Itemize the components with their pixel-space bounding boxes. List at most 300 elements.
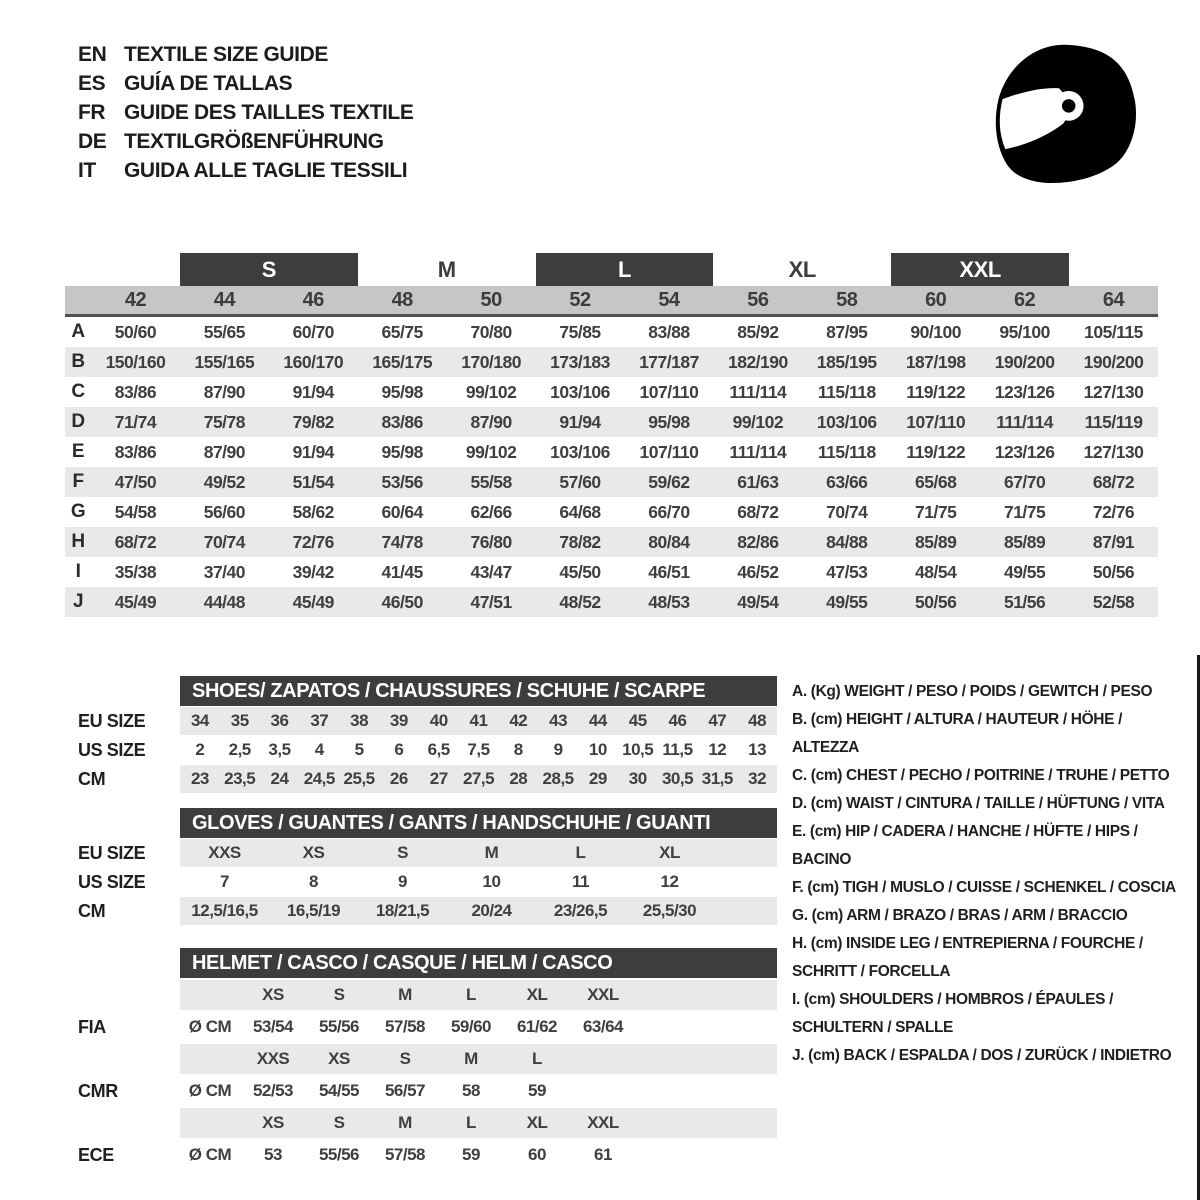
size-value-cell: 47/51 (470, 591, 512, 612)
helmet-value-cell: 59/60 (450, 1017, 492, 1036)
size-value-cell: 127/130 (1083, 381, 1144, 402)
size-value-cell: 82/86 (737, 531, 779, 552)
row-label-spacer (65, 286, 91, 314)
shoes-size-table (65, 676, 780, 793)
shoes-value-cell: 46 (668, 711, 687, 730)
table-row (65, 557, 1158, 587)
shoes-value-cell: 43 (549, 711, 568, 730)
legend-item: B. (cm) HEIGHT / ALTURA / HAUTEUR / HÖHE / ALTEZZA (792, 711, 1123, 756)
size-value-cell: 119/122 (906, 441, 966, 462)
gloves-row-values (180, 868, 777, 896)
size-value-cell: 99/102 (465, 381, 517, 402)
size-value-cell: 61/63 (737, 471, 779, 492)
shoes-row-values (180, 736, 777, 764)
measurement-legend (792, 678, 1190, 1070)
helmet-size-label: S (399, 1049, 411, 1068)
shoes-row-values (180, 707, 777, 735)
size-value-cell: 78/82 (559, 531, 601, 552)
size-value-cell: 83/86 (381, 411, 423, 432)
size-group-xxl: XXL (891, 253, 1069, 286)
row-letter: D (71, 411, 85, 432)
size-value-cell: 75/78 (203, 411, 246, 432)
size-value-cell: 170/180 (461, 351, 521, 372)
size-value-cell: 173/183 (550, 351, 610, 372)
shoes-row-values (180, 765, 777, 793)
gloves-value-cell: 16,5/19 (286, 901, 341, 920)
language-code: IT (78, 159, 96, 182)
gloves-row-label: CM (78, 900, 106, 921)
shoes-value-cell: 42 (509, 711, 528, 730)
gloves-value-cell: 25,5/30 (642, 901, 697, 920)
helmet-size-label: XXS (256, 1049, 290, 1068)
size-value-cell: 65/68 (915, 471, 957, 492)
helmet-size-label: L (466, 1113, 476, 1132)
helmet-size-labels (180, 1108, 777, 1138)
gloves-value-cell: M (484, 843, 499, 862)
size-value-cell: 177/187 (639, 351, 699, 372)
row-letter: B (71, 351, 85, 372)
size-value-cell: 50/56 (1092, 561, 1135, 582)
gloves-value-cell: S (397, 843, 408, 862)
legend-item: A. (Kg) WEIGHT / PESO / POIDS / GEWITCH / PESO (792, 683, 1153, 700)
shoes-value-cell: 5 (354, 740, 364, 759)
size-value-cell: 119/122 (906, 381, 966, 402)
gloves-row-values (180, 897, 777, 925)
legend-item: G. (cm) ARM / BRAZO / BRAS / ARM / BRACCIO (792, 907, 1128, 924)
size-value-cell: 43/47 (470, 561, 512, 582)
shoes-value-cell: 36 (270, 711, 289, 730)
size-value-cell: 123/126 (994, 441, 1055, 462)
language-title: TEXTILE SIZE GUIDE (124, 43, 328, 66)
language-code: FR (78, 101, 106, 124)
size-value-cell: 83/86 (114, 381, 157, 402)
helmet-size-band (65, 980, 780, 1010)
size-number: 62 (1013, 288, 1036, 311)
size-value-cell: 59/62 (648, 471, 690, 492)
gloves-value-cell: XL (659, 843, 680, 862)
size-value-cell: 99/102 (465, 441, 517, 462)
size-value-cell: 35/38 (114, 561, 157, 582)
size-value-cell: 45/49 (292, 591, 334, 612)
size-number: 48 (391, 288, 413, 311)
helmet-size-label: S (333, 985, 345, 1004)
size-number: 46 (302, 288, 324, 311)
size-value-cell: 107/110 (906, 411, 966, 432)
gloves-title-bar: GLOVES / GUANTES / GANTS / HANDSCHUHE / GUANTI (180, 808, 777, 838)
helmet-size-band (65, 1044, 780, 1074)
gloves-value-cell: 8 (309, 872, 318, 891)
language-code: EN (78, 43, 107, 66)
size-group-l: L (536, 253, 714, 286)
helmet-value-cell: 56/57 (384, 1081, 426, 1100)
helmet-size-label: XL (526, 985, 548, 1004)
helmet-value-cell: 61 (594, 1145, 612, 1164)
size-value-cell: 60/64 (381, 501, 423, 522)
size-value-cell: 85/89 (915, 531, 957, 552)
diameter-unit-label: Ø CM (188, 1145, 232, 1164)
size-value-cell: 95/98 (381, 381, 423, 402)
row-letter: J (72, 591, 84, 612)
helmet-size-label: XL (526, 1113, 548, 1132)
table-row (65, 467, 1158, 497)
size-group-header-row (65, 253, 1158, 286)
helmet-rows (65, 980, 780, 1170)
diameter-unit-label: Ø CM (188, 1017, 232, 1036)
size-value-cell: 58/62 (292, 501, 334, 522)
table-row (65, 587, 1158, 617)
size-value-cell: 87/91 (1092, 531, 1135, 552)
size-value-cell: 165/175 (372, 351, 433, 372)
language-title: GUÍA DE TALLAS (124, 72, 293, 95)
size-number: 42 (124, 288, 147, 311)
size-value-cell: 127/130 (1083, 441, 1144, 462)
size-value-cell: 47/50 (114, 471, 157, 492)
size-value-cell: 48/54 (915, 561, 957, 582)
helmet-value-cell: 59 (462, 1145, 480, 1164)
language-list (78, 40, 413, 185)
row-letter: C (71, 381, 85, 402)
helmet-band-spacer (65, 1108, 180, 1138)
helmet-size-label: S (333, 1113, 345, 1132)
size-value-cell: 46/50 (381, 591, 423, 612)
size-value-cell: 49/54 (737, 591, 779, 612)
size-value-cell: 55/65 (203, 321, 246, 342)
size-value-cell: 107/110 (639, 381, 699, 402)
row-letter: E (71, 441, 85, 462)
shoes-value-cell: 6,5 (427, 740, 450, 759)
helmet-value-row (65, 1076, 780, 1106)
size-value-cell: 103/106 (550, 381, 610, 402)
size-value-cell: 87/90 (203, 381, 246, 402)
shoes-value-cell: 24 (270, 769, 289, 788)
size-value-cell: 155/165 (194, 351, 255, 372)
helmet-value-cell: 55/56 (318, 1145, 360, 1164)
table-row (65, 527, 1158, 557)
unit-spacer (180, 1044, 240, 1074)
size-value-cell: 54/58 (114, 501, 157, 522)
shoes-value-cell: 28 (509, 769, 528, 788)
size-value-cell: 115/118 (817, 381, 876, 402)
shoes-value-cell: 8 (513, 740, 523, 759)
gloves-value-cell: 18/21,5 (375, 901, 430, 920)
gloves-value-cell: XS (302, 843, 325, 862)
table-row (65, 347, 1158, 377)
size-group-s: S (180, 253, 358, 286)
size-value-cell: 71/75 (915, 501, 957, 522)
shoes-value-cell: 3,5 (268, 740, 291, 759)
size-value-cell: 91/94 (292, 441, 334, 462)
language-title: GUIDE DES TAILLES TEXTILE (124, 101, 414, 124)
row-letter: H (71, 531, 85, 552)
shoes-value-cell: 34 (190, 711, 209, 730)
shoes-row (65, 707, 780, 735)
shoes-title-bar: SHOES/ ZAPATOS / CHAUSSURES / SCHUHE / SCARPE (180, 676, 777, 706)
helmet-size-label: M (464, 1049, 478, 1068)
table-row (65, 317, 1158, 347)
shoes-value-cell: 29 (588, 769, 607, 788)
helmet-size-label: M (398, 985, 412, 1004)
size-value-cell: 79/82 (292, 411, 334, 432)
size-value-cell: 187/198 (905, 351, 966, 372)
size-value-cell: 45/50 (559, 561, 601, 582)
size-value-cell: 115/119 (1084, 411, 1143, 432)
helmet-band-spacer (65, 1044, 180, 1074)
size-value-cell: 46/52 (737, 561, 779, 582)
size-value-cell: 52/58 (1092, 591, 1135, 612)
size-value-cell: 85/92 (737, 321, 779, 342)
row-letter: I (75, 561, 81, 582)
row-letter: G (70, 501, 86, 522)
size-value-cell: 50/56 (915, 591, 957, 612)
racing-helmet-icon (985, 36, 1147, 192)
size-value-cell: 85/89 (1003, 531, 1046, 552)
shoes-value-cell: 4 (314, 740, 324, 759)
shoes-value-cell: 26 (389, 769, 408, 788)
helmet-size-table (65, 948, 780, 1170)
helmet-size-label: L (532, 1049, 542, 1068)
size-value-cell: 50/60 (114, 321, 157, 342)
shoes-row (65, 765, 780, 793)
size-value-cell: 72/76 (292, 531, 334, 552)
size-number: 56 (747, 288, 769, 311)
size-value-cell: 150/160 (105, 351, 166, 372)
shoes-value-cell: 31,5 (701, 769, 733, 788)
shoes-value-cell: 6 (394, 740, 404, 759)
size-number: 60 (925, 288, 947, 311)
size-value-cell: 182/190 (727, 351, 788, 372)
language-title: TEXTILGRÖßENFÜHRUNG (124, 130, 384, 153)
size-number: 52 (569, 288, 591, 311)
helmet-size-label: XXL (587, 985, 619, 1004)
size-value-cell: 46/51 (648, 561, 690, 582)
helmet-size-label: XXL (587, 1113, 619, 1132)
table-row (65, 437, 1158, 467)
size-value-cell: 47/53 (826, 561, 868, 582)
helmet-value-cell: 57/58 (384, 1017, 426, 1036)
size-value-cell: 67/70 (1003, 471, 1046, 492)
size-value-cell: 39/42 (292, 561, 334, 582)
size-value-cell: 95/100 (999, 321, 1050, 342)
size-group-m: M (437, 256, 456, 282)
gloves-value-cell: 12,5/16,5 (191, 901, 258, 920)
gloves-size-table (65, 808, 780, 925)
row-letter: A (71, 321, 85, 342)
helmet-values (180, 1076, 777, 1106)
language-row (78, 40, 413, 69)
size-value-cell: 91/94 (292, 381, 334, 402)
size-value-cell: 45/49 (114, 591, 157, 612)
gloves-value-cell: 7 (220, 872, 229, 891)
standard-label: FIA (78, 1016, 106, 1037)
size-value-cell: 41/45 (381, 561, 423, 582)
size-value-cell: 90/100 (910, 321, 961, 342)
helmet-size-label: XS (262, 1113, 284, 1132)
gloves-row-values (180, 839, 777, 867)
size-value-cell: 49/55 (1003, 561, 1046, 582)
gloves-row (65, 897, 780, 925)
helmet-title-bar: HELMET / CASCO / CASQUE / HELM / CASCO (180, 948, 777, 978)
size-value-cell: 49/52 (203, 471, 246, 492)
measurement-rows (65, 317, 1158, 617)
gloves-row (65, 868, 780, 896)
gloves-value-cell: XXS (208, 843, 241, 862)
helmet-size-label: XS (262, 985, 284, 1004)
legend-item: F. (cm) TIGH / MUSLO / CUISSE / SCHENKEL / COSCIA (792, 879, 1176, 896)
shoes-value-cell: 44 (588, 711, 607, 730)
helmet-size-label: XS (328, 1049, 350, 1068)
size-value-cell: 74/78 (381, 531, 423, 552)
shoes-value-cell: 30 (628, 769, 647, 788)
helmet-value-row (65, 1012, 780, 1042)
shoes-value-cell: 47 (708, 711, 727, 730)
helmet-band-spacer (65, 980, 180, 1010)
shoes-row (65, 736, 780, 764)
size-value-cell: 87/90 (470, 411, 512, 432)
size-number: 64 (1102, 288, 1125, 311)
shoes-value-cell: 39 (389, 711, 408, 730)
shoes-value-cell: 30,5 (661, 769, 694, 788)
size-value-cell: 91/94 (559, 411, 601, 432)
size-value-cell: 37/40 (203, 561, 246, 582)
gloves-row-label: EU SIZE (78, 842, 146, 863)
size-value-cell: 80/84 (648, 531, 690, 552)
language-code: DE (78, 130, 107, 153)
size-value-cell: 185/195 (816, 351, 877, 372)
gloves-value-cell: 23/26,5 (553, 901, 608, 920)
gloves-value-cell: 12 (660, 872, 679, 891)
standard-label: ECE (78, 1144, 114, 1165)
shoes-value-cell: 7,5 (467, 740, 490, 759)
size-value-cell: 44/48 (203, 591, 246, 612)
shoes-value-cell: 37 (310, 711, 329, 730)
size-value-cell: 75/85 (559, 321, 601, 342)
table-row (65, 407, 1158, 437)
textile-size-table (65, 253, 1158, 617)
size-value-cell: 66/70 (648, 501, 690, 522)
helmet-value-cell: 61/62 (516, 1017, 558, 1036)
gloves-rows (65, 839, 780, 925)
shoes-value-cell: 28,5 (542, 769, 574, 788)
helmet-size-labels (180, 1044, 777, 1074)
helmet-values (180, 1140, 777, 1170)
size-value-cell: 123/126 (994, 381, 1055, 402)
unit-spacer (180, 1108, 240, 1138)
shoes-value-cell: 32 (748, 769, 767, 788)
size-value-cell: 51/56 (1003, 591, 1046, 612)
size-value-cell: 68/72 (114, 531, 157, 552)
legend-item: D. (cm) WAIST / CINTURA / TAILLE / HÜFTUNG / VITA (792, 795, 1165, 812)
helmet-value-cell: 63/64 (582, 1017, 624, 1036)
size-group-xl: XL (788, 256, 816, 282)
diameter-unit-label: Ø CM (188, 1081, 232, 1100)
legend-item: H. (cm) INSIDE LEG / ENTREPIERNA / FOURCHE / SCHRITT / FORCELLA (792, 935, 1143, 980)
size-value-cell: 105/115 (1084, 321, 1143, 342)
size-value-cell: 55/58 (470, 471, 512, 492)
row-letter: F (72, 471, 84, 492)
size-value-cell: 57/60 (559, 471, 601, 492)
helmet-size-label: M (398, 1113, 412, 1132)
shoes-value-cell: 12 (708, 740, 727, 759)
shoes-value-cell: 13 (748, 740, 767, 759)
size-value-cell: 84/88 (826, 531, 868, 552)
legend-item: E. (cm) HIP / CADERA / HANCHE / HÜFTE / HIPS / BACINO (792, 823, 1138, 868)
helmet-size-labels (180, 980, 777, 1010)
helmet-value-cell: 53 (264, 1145, 282, 1164)
helmet-value-cell: 54/55 (318, 1081, 360, 1100)
table-row (65, 497, 1158, 527)
language-title: GUIDA ALLE TAGLIE TESSILI (124, 159, 408, 182)
gloves-value-cell: 20/24 (471, 901, 512, 920)
helmet-value-cell: 55/56 (318, 1017, 360, 1036)
size-value-cell: 72/76 (1092, 501, 1135, 522)
shoes-value-cell: 23,5 (224, 769, 256, 788)
size-value-cell: 103/106 (550, 441, 610, 462)
size-value-cell: 190/200 (994, 351, 1055, 372)
size-value-cell: 62/66 (470, 501, 512, 522)
table-row (65, 377, 1158, 407)
shoes-value-cell: 40 (429, 711, 448, 730)
size-value-cell: 76/80 (470, 531, 512, 552)
size-value-cell: 71/74 (114, 411, 157, 432)
legend-item: C. (cm) CHEST / PECHO / POITRINE / TRUHE / PETTO (792, 767, 1170, 784)
language-code: ES (78, 72, 106, 95)
legend-item: J. (cm) BACK / ESPALDA / DOS / ZURÜCK / INDIETRO (792, 1047, 1172, 1064)
gloves-row-label: US SIZE (78, 871, 146, 892)
size-value-cell: 115/118 (817, 441, 876, 462)
size-value-cell: 71/75 (1003, 501, 1046, 522)
shoes-value-cell: 2 (195, 740, 205, 759)
shoes-value-cell: 10 (588, 740, 607, 759)
unit-spacer (180, 980, 240, 1010)
helmet-value-cell: 58 (462, 1081, 480, 1100)
gloves-row (65, 839, 780, 867)
size-value-cell: 70/74 (203, 531, 246, 552)
size-value-cell: 83/88 (648, 321, 690, 342)
size-value-cell: 95/98 (381, 441, 423, 462)
language-row (78, 69, 413, 98)
size-value-cell: 111/114 (996, 411, 1054, 432)
size-value-cell: 99/102 (732, 411, 784, 432)
language-row (78, 156, 413, 185)
size-number-band (65, 286, 1158, 317)
size-value-cell: 160/170 (283, 351, 344, 372)
shoes-value-cell: 27 (429, 769, 448, 788)
helmet-size-label: L (466, 985, 476, 1004)
helmet-value-cell: 57/58 (384, 1145, 426, 1164)
shoes-row-label: CM (78, 768, 106, 789)
shoes-value-cell: 11,5 (662, 740, 693, 759)
size-value-cell: 103/106 (816, 411, 877, 432)
size-value-cell: 107/110 (639, 441, 699, 462)
helmet-value-cell: 59 (528, 1081, 546, 1100)
shoes-value-cell: 27,5 (462, 769, 495, 788)
helmet-value-cell: 52/53 (252, 1081, 294, 1100)
gloves-value-cell: 11 (572, 872, 589, 891)
shoes-value-cell: 48 (748, 711, 767, 730)
size-value-cell: 83/86 (114, 441, 157, 462)
shoes-value-cell: 25,5 (343, 769, 375, 788)
shoes-row-label: EU SIZE (78, 710, 146, 731)
helmet-value-row (65, 1140, 780, 1170)
size-value-cell: 68/72 (1092, 471, 1135, 492)
shoes-row-label: US SIZE (78, 739, 146, 760)
gloves-value-cell: 10 (482, 872, 501, 891)
size-value-cell: 95/98 (648, 411, 690, 432)
size-value-cell: 64/68 (559, 501, 601, 522)
size-value-cell: 87/90 (203, 441, 246, 462)
standard-label: CMR (78, 1080, 118, 1101)
size-value-cell: 111/114 (729, 441, 787, 462)
